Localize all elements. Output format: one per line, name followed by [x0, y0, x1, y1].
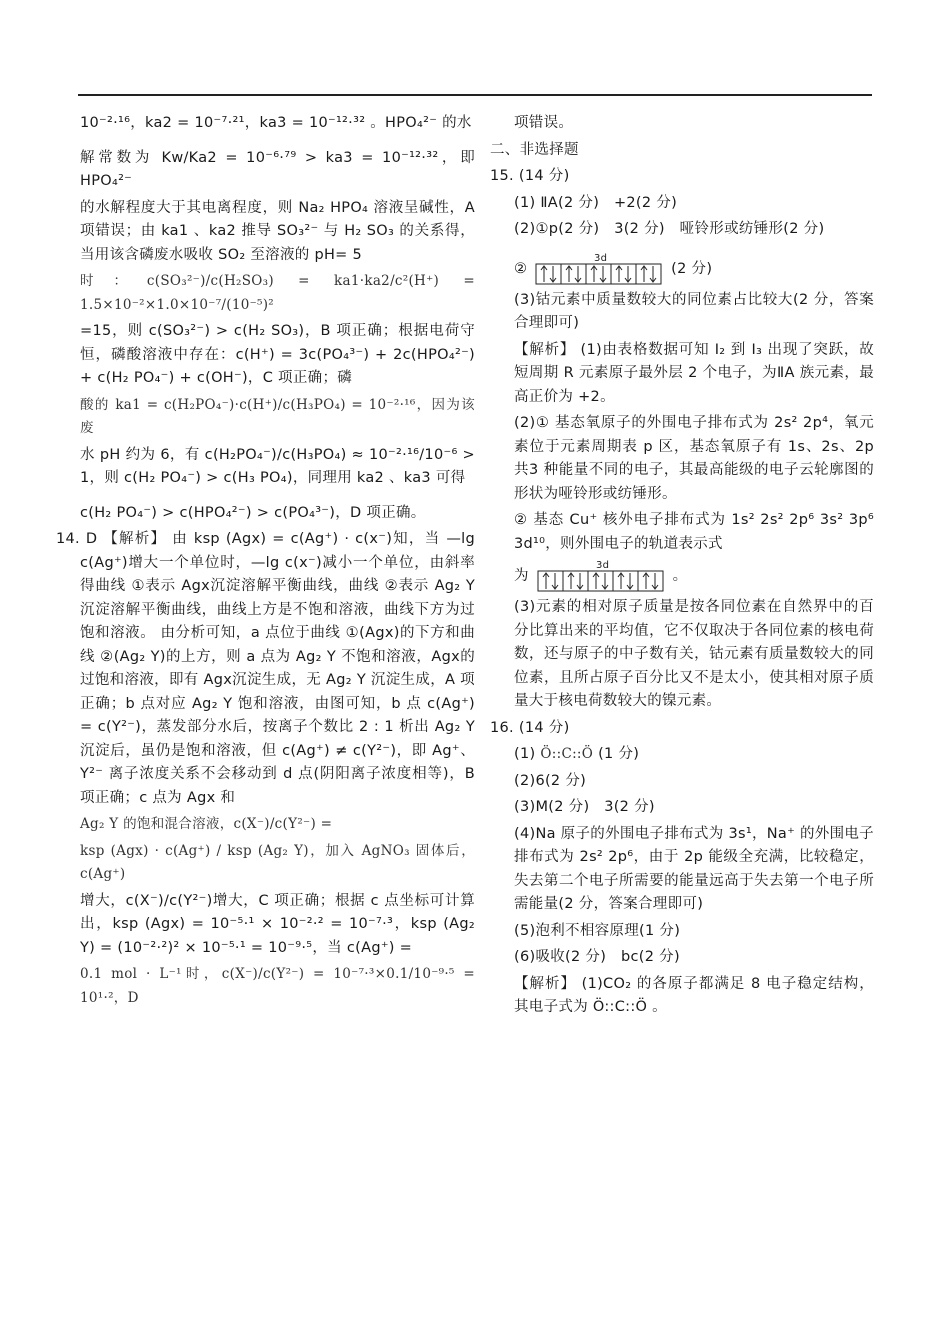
- q16-answer-1: [490, 743, 874, 767]
- q16-answer-6: (6)吸收(2 分) bc(2 分): [514, 949, 680, 965]
- right-top-line: 项错误。: [514, 115, 574, 131]
- left-line-5: =15，则 c(SO₃²⁻) > c(H₂ SO₃)，B 项正确；根据电荷守恒，磷酸溶液中存在：c(H⁺) = 3c(PO₄³⁻) + 2c(HPO₄²⁻) + c(H₂ PO₄⁻) + c(OH⁻)，C 项正确；磷: [80, 323, 475, 386]
- q15-answer-1: (1) ⅡA(2 分) +2(2 分): [514, 194, 678, 211]
- q14-body: 14. D 【解析】 由 ksp (Agx) = c(Ag⁺) · c(x⁻)知，当 —lg c(Ag⁺)增大一个单位时，—lg c(x⁻)减小一个单位，由斜率得曲线 ①表示 Agx沉淀溶解平衡曲线，曲线 ②表示 Ag₂ Y 沉淀溶解平衡曲线，曲线上方是不饱和溶液，曲线下方为过饱和溶液。 由分析可知，a 点位于曲线 ①(Agx)的下方和曲线 ②(Ag₂ Y)的上方，则 a 点为 Ag₂ Y 不饱和溶液，Agx的过饱和溶液，即有 Agx沉淀生成，无 Ag₂ Y 沉淀生成，A 项正确；b 点对应 Ag₂ Y 饱和溶液，由图可知，b 点 c(Ag⁺) = c(Y²⁻)，蒸发部分水后，按离子个数比 2 : 1 析出 Ag₂ Y 沉淀后，虽仍是饱和溶液，但 c(Ag⁺) ≠ c(Y²⁻)，即 Ag⁺、Y²⁻ 离子浓度关系不会移动到 d 点(阴阳离子浓度相等)，B 项正确；c 点为 Agx 和: [56, 531, 475, 806]
- q15-answer-2: (2)①p(2 分) 3(2 分) 哑铃形或纺锤形(2 分): [514, 221, 825, 237]
- left-line-1: 10⁻²·¹⁶，ka2 = 10⁻⁷·²¹，ka3 = 10⁻¹²·³² 。HPO₄²⁻ 的水: [80, 115, 472, 131]
- q16-answer-3: (3)M(2 分) 3(2 分): [514, 799, 655, 815]
- q14-ratio: Ag₂ Y 的饱和混合溶液，c(X⁻)/c(Y²⁻) =: [80, 816, 333, 832]
- q14-calc: 增大，c(X⁻)/c(Y²⁻)增大，C 项正确；根据 c 点坐标可计算出，ksp (Agx) = 10⁻⁵·¹ × 10⁻²·² = 10⁻⁷·³，ksp (Ag₂ Y) = (10⁻²·²)² × 10⁻⁵·¹ = 10⁻⁹·⁵，当 c(Ag⁺) =: [80, 892, 475, 956]
- right-column: [490, 112, 874, 1023]
- q15-explain-orbital: [490, 559, 874, 593]
- q16-a1-prefix: (1): [514, 746, 536, 762]
- left-line-2: 解常数为 Kw/Ka2 = 10⁻⁶·⁷⁹ > ka3 = 10⁻¹²·³²，即 HPO₄²⁻: [80, 149, 475, 189]
- left-formula-ka1: 酸的 ka1 = c(H₂PO₄⁻)·c(H⁺)/c(H₃PO₄) = 10⁻²·¹⁶，因为该废: [80, 396, 475, 436]
- header-rule: [78, 94, 872, 96]
- left-line-7: 水 pH 约为 6，有 c(H₂PO₄⁻)/c(H₃PO₄) ≈ 10⁻²·¹⁶/10⁻⁶ > 1，则 c(H₂ PO₄⁻) > c(H₃ PO₄)，同理用 ka2 、ka3 可得: [80, 446, 475, 486]
- q15-orbital-suffix: (2 分): [671, 260, 713, 277]
- q15-answer-orbital: [490, 252, 874, 286]
- orbital-diagram-3d: [534, 252, 664, 286]
- q15-explain-1: 【解析】 (1)由表格数据可知 I₂ 到 I₃ 出现了突跃，故短周期 R 元素原子最外层 2 个电子，为ⅡA 族元素，最高正价为 +2。: [514, 341, 874, 405]
- q14-last: 0.1 mol · L⁻¹时，c(X⁻)/c(Y²⁻) = 10⁻⁷·³×0.1/10⁻⁹·⁵ = 10¹·²，D: [80, 966, 475, 1006]
- left-line-3: 的水解程度大于其电离程度，则 Na₂ HPO₄ 溶液呈碱性，A 项错误；由 ka1 、ka2 推导 SO₃²⁻ 与 H₂ SO₃ 的关系得，当用该含磷废水吸收 SO₂ 至溶液的 pH= 5: [80, 199, 475, 263]
- left-column: [56, 112, 475, 1013]
- q15-head: 15. (14 分): [490, 168, 570, 184]
- q15-explain-4: (3)元素的相对原子质量是按各同位素在自然界中的百分比算出来的平均值，它不仅取决于各同位素的核电荷数，还与原子的中子数有关，钴元素有质量数较大的同位素，且所占原子百分比又不是太小，使其相对原子质量大于核电荷数较大的镍元素。: [514, 599, 874, 709]
- q15-explain-prefix: 为: [514, 568, 529, 584]
- co2-electron-formula: Ö::C::Ö: [540, 746, 594, 762]
- left-formula-so3: 时：c(SO₃²⁻)/c(H₂SO₃) = ka1·ka2/c²(H⁺) = 1.5×10⁻²×1.0×10⁻⁷/(10⁻⁵)²: [80, 273, 475, 313]
- section-title: 二、非选择题: [490, 141, 579, 158]
- orbital-label: 3d: [594, 252, 608, 264]
- q16-answer-4: (4)Na 原子的外围电子排布式为 3s¹，Na⁺ 的外围电子排布式为 2s² 2p⁶，由于 2p 能级全充满，比较稳定，失去第二个电子所需要的能量远高于失去第一个电子所需能量(2 分，答案合理即可): [514, 825, 874, 912]
- q16-answer-2: (2)6(2 分): [514, 772, 587, 789]
- left-line-8: c(H₂ PO₄⁻) > c(HPO₄²⁻) > c(PO₄³⁻)，D 项正确。: [80, 504, 426, 521]
- q15-explain-3: ② 基态 Cu⁺ 核外电子排布式为 1s² 2s² 2p⁶ 3s² 3p⁶ 3d¹⁰，则外围电子的轨道表示式: [514, 512, 874, 552]
- q15-explain-suffix: 。: [672, 568, 688, 584]
- q16-answer-5: (5)泡利不相容原理(1 分): [514, 922, 681, 939]
- q16-head: 16. (14 分): [490, 719, 570, 736]
- q14-ksp: ksp (Agx) · c(Ag⁺) / ksp (Ag₂ Y)，加入 AgNO₃ 固体后，c(Ag⁺): [80, 842, 475, 882]
- q16-a1-suffix: (1 分): [598, 746, 640, 762]
- q15-orbital-prefix: ②: [514, 260, 528, 277]
- q16-explain-1: 【解析】 (1)CO₂ 的各原子都满足 8 电子稳定结构，其电子式为 Ö::C::Ö 。: [514, 975, 874, 1015]
- q15-answer-3: (3)钴元素中质量数较大的同位素占比较大(2 分，答案合理即可): [514, 291, 874, 331]
- orbital-diagram-3d-explain: [536, 559, 666, 593]
- q15-explain-2: (2)① 基态氧原子的外围电子排布式为 2s² 2p⁴，氧元素位于元素周期表 p 区，基态氧原子有 1s、2s、2p 共3 种能量不同的电子，其最高能级的电子云轮廓图的形状为哑铃形或纺锤形。: [514, 415, 874, 502]
- orbital-label-2: 3d: [595, 560, 610, 571]
